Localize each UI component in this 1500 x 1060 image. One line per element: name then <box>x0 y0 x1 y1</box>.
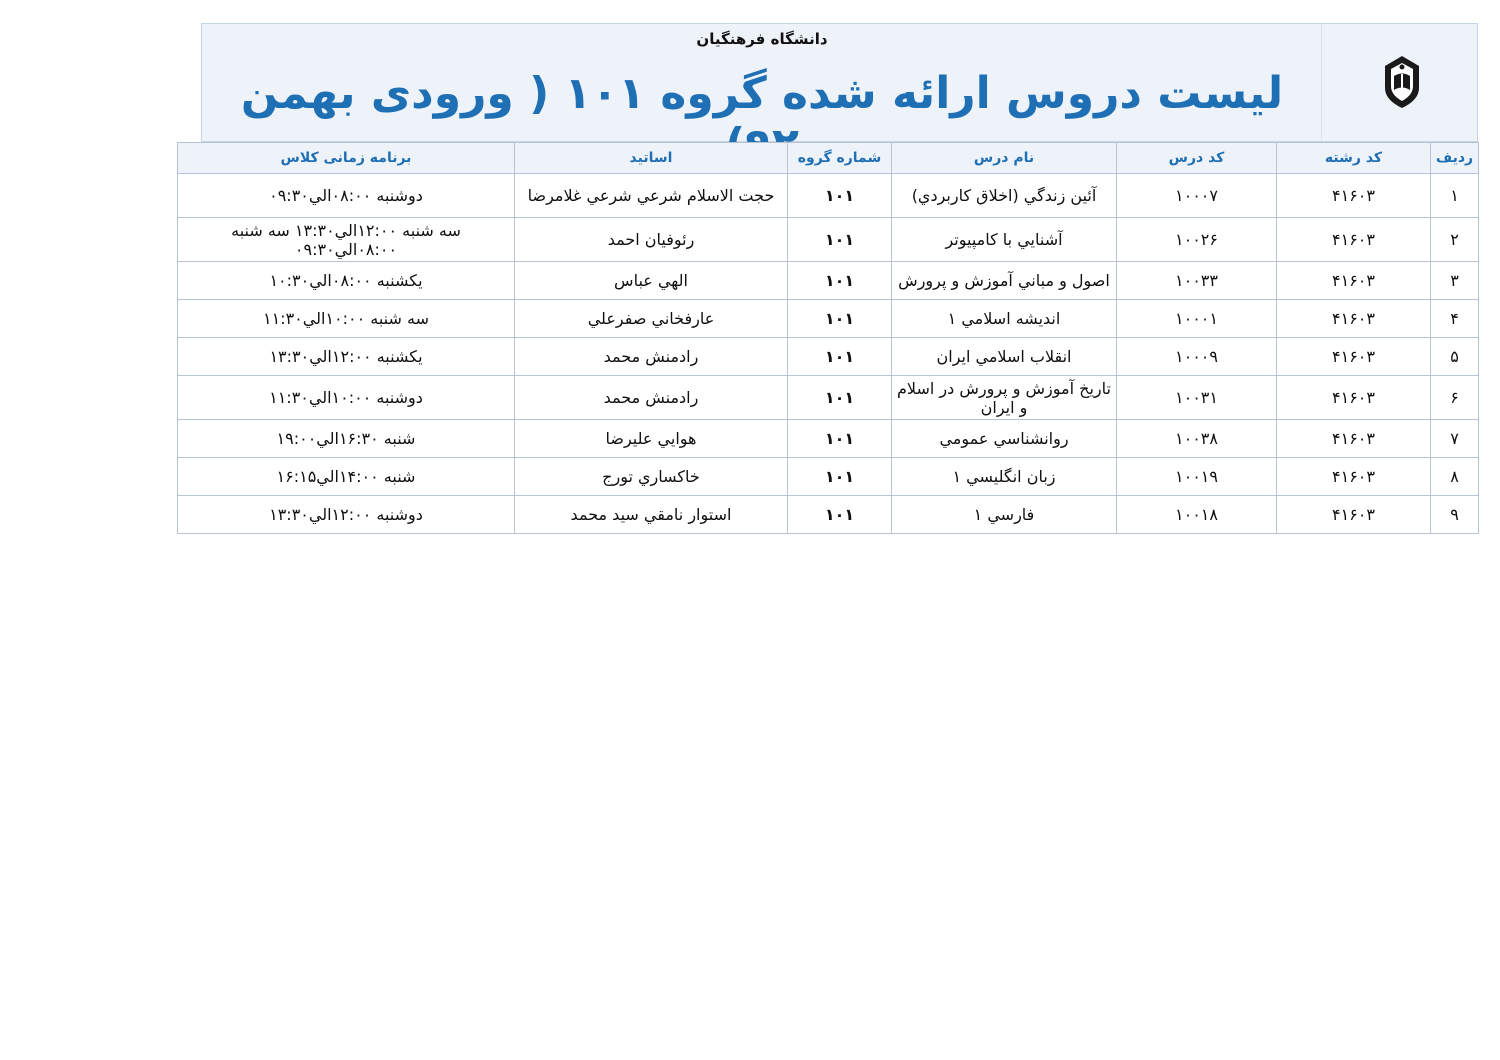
cell-row-no: ۱ <box>1431 174 1479 218</box>
table-row <box>178 496 1479 534</box>
cell-field-code: ۴۱۶۰۳ <box>1277 218 1431 262</box>
column-header-row-no: ردیف <box>1431 143 1479 174</box>
cell-group-no: ۱۰۱ <box>788 496 892 534</box>
cell-instructors: رئوفيان احمد <box>515 218 788 262</box>
column-header-instructors: اساتید <box>515 143 788 174</box>
cell-course-code: ۱۰۰۰۱ <box>1117 300 1277 338</box>
cell-course-code: ۱۰۰۲۶ <box>1117 218 1277 262</box>
courses-table <box>177 142 1479 534</box>
cell-course-name: انقلاب اسلامي ايران <box>892 338 1117 376</box>
cell-course-name: آشنايي با كامپيوتر <box>892 218 1117 262</box>
table-row <box>178 218 1479 262</box>
cell-field-code: ۴۱۶۰۳ <box>1277 496 1431 534</box>
page-title: لیست دروس ارائه شده گروه ۱۰۱ ( ورودی بهمن <box>240 68 1284 119</box>
cell-field-code: ۴۱۶۰۳ <box>1277 376 1431 420</box>
cell-schedule: شنبه ۱۴:۰۰الي۱۶:۱۵ <box>178 458 515 496</box>
document-header <box>201 23 1478 142</box>
cell-course-code: ۱۰۰۳۱ <box>1117 376 1277 420</box>
cell-row-no: ۷ <box>1431 420 1479 458</box>
cell-field-code: ۴۱۶۰۳ <box>1277 458 1431 496</box>
cell-row-no: ۸ <box>1431 458 1479 496</box>
cell-row-no: ۴ <box>1431 300 1479 338</box>
cell-course-code: ۱۰۰۱۸ <box>1117 496 1277 534</box>
cell-course-code: ۱۰۰۰۹ <box>1117 338 1277 376</box>
cell-course-name: روانشناسي عمومي <box>892 420 1117 458</box>
logo-cell <box>1321 24 1477 141</box>
cell-instructors: استوار نامقي سيد محمد <box>515 496 788 534</box>
table-row <box>178 300 1479 338</box>
column-header-group-no: شماره گروه <box>788 143 892 174</box>
cell-group-no: ۱۰۱ <box>788 218 892 262</box>
cell-field-code: ۴۱۶۰۳ <box>1277 174 1431 218</box>
cell-course-name: فارسي ۱ <box>892 496 1117 534</box>
cell-course-name: تاريخ آموزش و پرورش در اسلام و ايران <box>892 376 1117 420</box>
table-row <box>178 458 1479 496</box>
cell-course-code: ۱۰۰۳۳ <box>1117 262 1277 300</box>
cell-schedule: سه شنبه ۱۰:۰۰الي۱۱:۳۰ <box>178 300 515 338</box>
cell-group-no: ۱۰۱ <box>788 262 892 300</box>
column-header-schedule: برنامه زمانی کلاس <box>178 143 515 174</box>
table-row <box>178 376 1479 420</box>
cell-group-no: ۱۰۱ <box>788 174 892 218</box>
cell-field-code: ۴۱۶۰۳ <box>1277 338 1431 376</box>
cell-course-name: آئين زندگي (اخلاق كاربردي) <box>892 174 1117 218</box>
column-header-field-code: کد رشته <box>1277 143 1431 174</box>
cell-course-code: ۱۰۰۳۸ <box>1117 420 1277 458</box>
cell-instructors: الهي عباس <box>515 262 788 300</box>
table-row <box>178 174 1479 218</box>
column-header-course-code: کد درس <box>1117 143 1277 174</box>
cell-row-no: ۲ <box>1431 218 1479 262</box>
cell-schedule: سه شنبه ۱۲:۰۰الي۱۳:۳۰ سه شنبه ۰۸:۰۰الي۰۹:۳۰ <box>178 218 515 262</box>
cell-instructors: هوايي عليرضا <box>515 420 788 458</box>
cell-schedule: دوشنبه ۱۲:۰۰الي۱۳:۳۰ <box>178 496 515 534</box>
cell-row-no: ۳ <box>1431 262 1479 300</box>
cell-course-code: ۱۰۰۱۹ <box>1117 458 1277 496</box>
cell-field-code: ۴۱۶۰۳ <box>1277 300 1431 338</box>
cell-instructors: رادمنش محمد <box>515 338 788 376</box>
cell-course-code: ۱۰۰۰۷ <box>1117 174 1277 218</box>
cell-schedule: دوشنبه ۰۸:۰۰الي۰۹:۳۰ <box>178 174 515 218</box>
cell-instructors: رادمنش محمد <box>515 376 788 420</box>
table-row <box>178 262 1479 300</box>
cell-group-no: ۱۰۱ <box>788 458 892 496</box>
cell-row-no: ۵ <box>1431 338 1479 376</box>
cell-schedule: يكشنبه ۰۸:۰۰الي۱۰:۳۰ <box>178 262 515 300</box>
cell-group-no: ۱۰۱ <box>788 376 892 420</box>
table-row <box>178 420 1479 458</box>
cell-instructors: خاكساري تورج <box>515 458 788 496</box>
university-name: دانشگاه فرهنگیان <box>696 30 828 48</box>
cell-course-name: انديشه اسلامي ۱ <box>892 300 1117 338</box>
cell-schedule: يكشنبه ۱۲:۰۰الي۱۳:۳۰ <box>178 338 515 376</box>
cell-row-no: ۹ <box>1431 496 1479 534</box>
cell-field-code: ۴۱۶۰۳ <box>1277 420 1431 458</box>
cell-field-code: ۴۱۶۰۳ <box>1277 262 1431 300</box>
cell-schedule: دوشنبه ۱۰:۰۰الي۱۱:۳۰ <box>178 376 515 420</box>
table-header-row <box>178 143 1479 174</box>
cell-group-no: ۱۰۱ <box>788 300 892 338</box>
cell-course-name: اصول و مباني آموزش و پرورش <box>892 262 1117 300</box>
cell-instructors: حجت الاسلام شرعي شرعي غلامرضا <box>515 174 788 218</box>
university-book-logo-icon <box>1379 54 1425 110</box>
column-header-course-name: نام درس <box>892 143 1117 174</box>
table-row <box>178 338 1479 376</box>
cell-row-no: ۶ <box>1431 376 1479 420</box>
cell-schedule: شنبه ۱۶:۳۰الي۱۹:۰۰ <box>178 420 515 458</box>
cell-course-name: زبان انگليسي ۱ <box>892 458 1117 496</box>
cell-group-no: ۱۰۱ <box>788 420 892 458</box>
cell-instructors: عارفخاني صفرعلي <box>515 300 788 338</box>
cell-group-no: ۱۰۱ <box>788 338 892 376</box>
